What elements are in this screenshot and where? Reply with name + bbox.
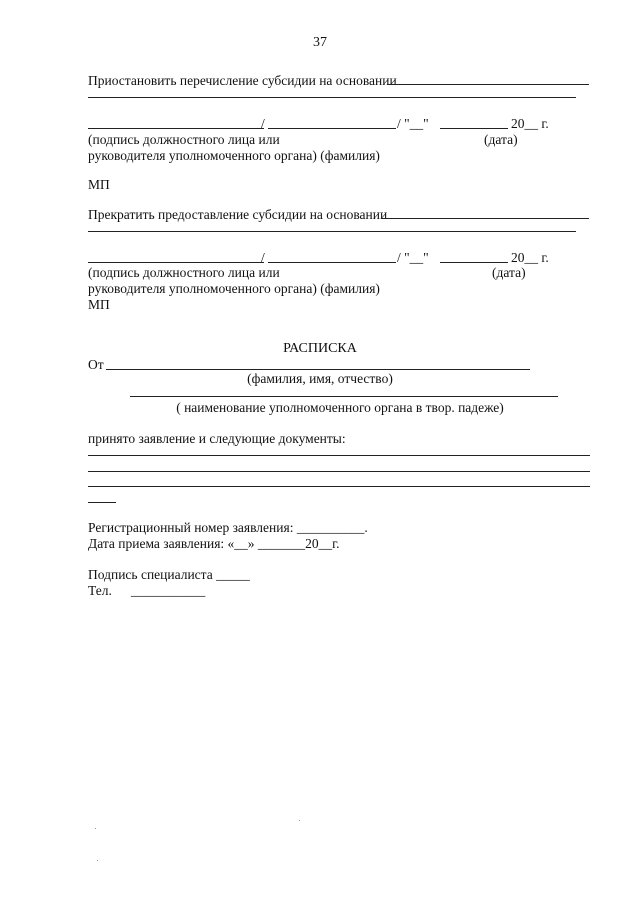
documents-list-line-2[interactable]: [88, 471, 590, 472]
slash-separator-2: /: [261, 250, 265, 265]
surname-field-2[interactable]: [268, 262, 396, 263]
organization-caption: ( наименование уполномоченного органа в твор. падеже): [176, 400, 504, 415]
sign-caption-2-line2: руководителя уполномоченного органа) (фамилия): [88, 281, 380, 296]
documents-list-line-3[interactable]: [88, 486, 590, 487]
receipt-title: РАСПИСКА: [283, 341, 357, 356]
terminate-subsidy-text: Прекратить предоставление субсидии на основании: [88, 207, 388, 222]
phone-field[interactable]: ___________: [131, 583, 206, 598]
documents-list-line-1[interactable]: [88, 455, 590, 456]
signature-field-1[interactable]: [88, 128, 264, 129]
suspend-basis-field-continuation[interactable]: [88, 97, 576, 98]
date-month-field-1[interactable]: [440, 128, 508, 129]
applicant-fio-field[interactable]: [106, 369, 530, 370]
surname-field-1[interactable]: [268, 128, 396, 129]
accepted-documents-text: принято заявление и следующие документы:: [88, 431, 346, 446]
terminate-basis-field-continuation[interactable]: [88, 231, 576, 232]
organization-field[interactable]: [130, 396, 558, 397]
page-number: 37: [313, 35, 327, 50]
fio-caption: (фамилия, имя, отчество): [247, 371, 393, 386]
signature-field-2[interactable]: [88, 262, 264, 263]
receipt-date: Дата приема заявления: «__» _______20__г.: [88, 536, 340, 551]
sign-caption-1-line2: руководителя уполномоченного органа) (фамилия): [88, 148, 380, 163]
stamp-label-1: МП: [88, 177, 110, 192]
date-year-1: 20__ г.: [511, 116, 549, 131]
suspend-subsidy-text: Приостановить перечисление субсидии на основании: [88, 73, 397, 88]
suspend-basis-field[interactable]: [387, 84, 589, 85]
sign-caption-1-line1: (подпись должностного лица или: [88, 132, 280, 147]
date-caption-2: (дата): [492, 265, 526, 280]
date-year-2: 20__ г.: [511, 250, 549, 265]
date-day-2: / "__": [397, 250, 429, 265]
stamp-label-2: МП: [88, 297, 110, 312]
scan-speck: [97, 860, 98, 861]
date-day-1: / "__": [397, 116, 429, 131]
documents-list-line-4[interactable]: [88, 502, 116, 503]
phone-label: Тел.: [88, 583, 112, 598]
slash-separator-1: /: [261, 116, 265, 131]
registration-number: Регистрационный номер заявления: __________.: [88, 520, 368, 535]
scan-speck: [95, 828, 96, 829]
date-caption-1: (дата): [484, 132, 518, 147]
from-label: От: [88, 357, 104, 372]
scan-speck: [299, 820, 300, 821]
sign-caption-2-line1: (подпись должностного лица или: [88, 265, 280, 280]
specialist-signature: Подпись специалиста _____: [88, 567, 250, 582]
terminate-basis-field[interactable]: [381, 218, 589, 219]
date-month-field-2[interactable]: [440, 262, 508, 263]
